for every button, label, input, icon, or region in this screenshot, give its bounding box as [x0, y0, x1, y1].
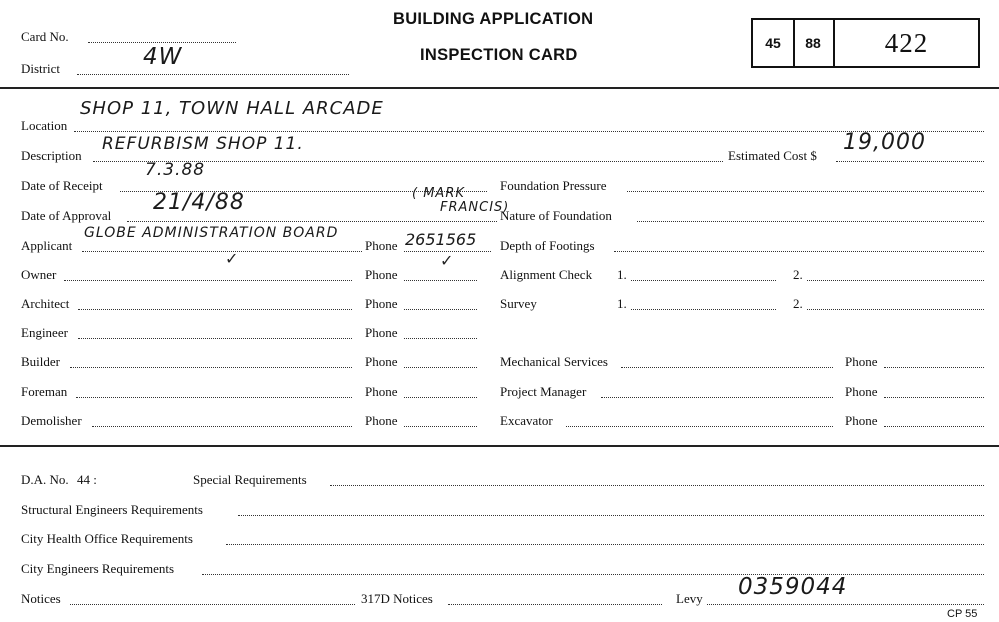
engineer-label: Engineer	[21, 325, 68, 340]
description-value: REFURBISM SHOP 11.	[102, 134, 304, 154]
alignment-check-1-label: 1.	[617, 267, 627, 282]
date-of-receipt-label: Date of Receipt	[21, 178, 103, 193]
mechanical-services-label: Mechanical Services	[500, 354, 608, 369]
foundation-pressure-label: Foundation Pressure	[500, 178, 607, 193]
survey-1-label: 1.	[617, 296, 627, 311]
applicant-phone-label: Phone	[365, 238, 398, 253]
da-no-value: 44 :	[77, 472, 97, 487]
code-b: 88	[793, 20, 835, 66]
owner-label: Owner	[21, 267, 57, 282]
alignment-check-2-field[interactable]	[807, 280, 984, 281]
depth-of-footings-field[interactable]	[614, 251, 984, 252]
engineer-field[interactable]	[78, 338, 352, 339]
project-manager-field[interactable]	[601, 397, 833, 398]
foreman-label: Foreman	[21, 384, 68, 399]
mechanical-services-field[interactable]	[621, 367, 833, 368]
levy-field[interactable]	[707, 604, 984, 605]
card-no-field[interactable]	[88, 42, 236, 43]
builder-field[interactable]	[70, 367, 352, 368]
form-title-line1: BUILDING APPLICATION	[393, 10, 594, 28]
architect-phone-field[interactable]	[404, 309, 477, 310]
notices-317d-label: 317D Notices	[361, 591, 433, 606]
district-label: District	[21, 61, 60, 76]
applicant-field[interactable]	[82, 251, 362, 252]
levy-value: 0359044	[738, 574, 848, 600]
notices-field[interactable]	[70, 604, 355, 605]
applicant-label: Applicant	[21, 238, 73, 253]
notices-label: Notices	[21, 591, 61, 606]
demolisher-field[interactable]	[92, 426, 352, 427]
excavator-phone-field[interactable]	[884, 426, 984, 427]
applicant-phone-value: 2651565	[405, 230, 477, 249]
form-code: CP 55	[947, 608, 978, 620]
city-health-label: City Health Office Requirements	[21, 531, 193, 546]
contact-name-line2: FRANCIS)	[440, 200, 510, 215]
owner-phone-label: Phone	[365, 267, 398, 282]
estimated-cost-field[interactable]	[836, 161, 984, 162]
project-manager-phone-field[interactable]	[884, 397, 984, 398]
builder-phone-field[interactable]	[404, 367, 477, 368]
check-mark-icon: ✓	[225, 249, 239, 268]
special-requirements-field[interactable]	[330, 485, 984, 486]
city-health-field[interactable]	[226, 544, 984, 545]
architect-phone-label: Phone	[365, 296, 398, 311]
survey-label: Survey	[500, 296, 537, 311]
description-label: Description	[21, 148, 82, 163]
excavator-label: Excavator	[500, 413, 553, 428]
header-divider	[0, 87, 999, 89]
location-label: Location	[21, 118, 68, 133]
city-engineers-label: City Engineers Requirements	[21, 561, 175, 576]
alignment-check-2-label: 2.	[793, 267, 803, 282]
alignment-check-label: Alignment Check	[500, 267, 593, 282]
date-of-approval-value: 21/4/88	[153, 190, 245, 215]
demolisher-phone-field[interactable]	[404, 426, 477, 427]
depth-of-footings-label: Depth of Footings	[500, 238, 595, 253]
mechanical-services-phone-label: Phone	[845, 354, 878, 369]
project-manager-phone-label: Phone	[845, 384, 878, 399]
survey-2-field[interactable]	[807, 309, 984, 310]
alignment-check-1-field[interactable]	[631, 280, 776, 281]
structural-engineers-field[interactable]	[238, 515, 984, 516]
form-title-line2: INSPECTION CARD	[420, 46, 578, 64]
owner-phone-field[interactable]	[404, 280, 477, 281]
card-number-box	[751, 18, 980, 68]
date-of-approval-label: Date of Approval	[21, 208, 112, 223]
date-of-receipt-value: 7.3.88	[145, 160, 206, 180]
survey-1-field[interactable]	[631, 309, 776, 310]
card-number: 422	[884, 27, 929, 58]
demolisher-phone-label: Phone	[365, 413, 398, 428]
engineer-phone-field[interactable]	[404, 338, 477, 339]
location-value: SHOP 11, TOWN HALL ARCADE	[80, 98, 384, 119]
architect-field[interactable]	[78, 309, 352, 310]
section-divider	[0, 445, 999, 447]
nature-of-foundation-field[interactable]	[637, 221, 984, 222]
special-requirements-label: Special Requirements	[193, 472, 307, 487]
check-mark-icon: ✓	[440, 251, 454, 270]
excavator-phone-label: Phone	[845, 413, 878, 428]
contact-name-line1: ( MARK	[412, 186, 465, 201]
estimated-cost-value: 19,000	[843, 130, 926, 155]
nature-of-foundation-label: Nature of Foundation	[500, 208, 612, 223]
structural-engineers-label: Structural Engineers Requirements	[21, 502, 203, 517]
estimated-cost-label: Estimated Cost $	[728, 148, 817, 163]
project-manager-label: Project Manager	[500, 384, 587, 399]
date-of-approval-field[interactable]	[127, 221, 497, 222]
foreman-field[interactable]	[76, 397, 352, 398]
builder-phone-label: Phone	[365, 354, 398, 369]
foundation-pressure-field[interactable]	[627, 191, 984, 192]
excavator-field[interactable]	[566, 426, 833, 427]
engineer-phone-label: Phone	[365, 325, 398, 340]
city-engineers-field[interactable]	[202, 574, 984, 575]
card-no-label: Card No.	[21, 29, 69, 44]
architect-label: Architect	[21, 296, 70, 311]
builder-label: Builder	[21, 354, 60, 369]
levy-label: Levy	[676, 591, 703, 606]
mechanical-services-phone-field[interactable]	[884, 367, 984, 368]
applicant-value: GLOBE ADMINISTRATION BOARD	[84, 225, 339, 241]
survey-2-label: 2.	[793, 296, 803, 311]
notices-317d-field[interactable]	[448, 604, 662, 605]
foreman-phone-field[interactable]	[404, 397, 477, 398]
da-no-label: D.A. No.	[21, 472, 69, 487]
foreman-phone-label: Phone	[365, 384, 398, 399]
code-a: 45	[753, 20, 795, 66]
district-value: 4W	[143, 44, 183, 70]
district-field[interactable]	[77, 74, 349, 75]
demolisher-label: Demolisher	[21, 413, 82, 428]
owner-field[interactable]	[64, 280, 352, 281]
